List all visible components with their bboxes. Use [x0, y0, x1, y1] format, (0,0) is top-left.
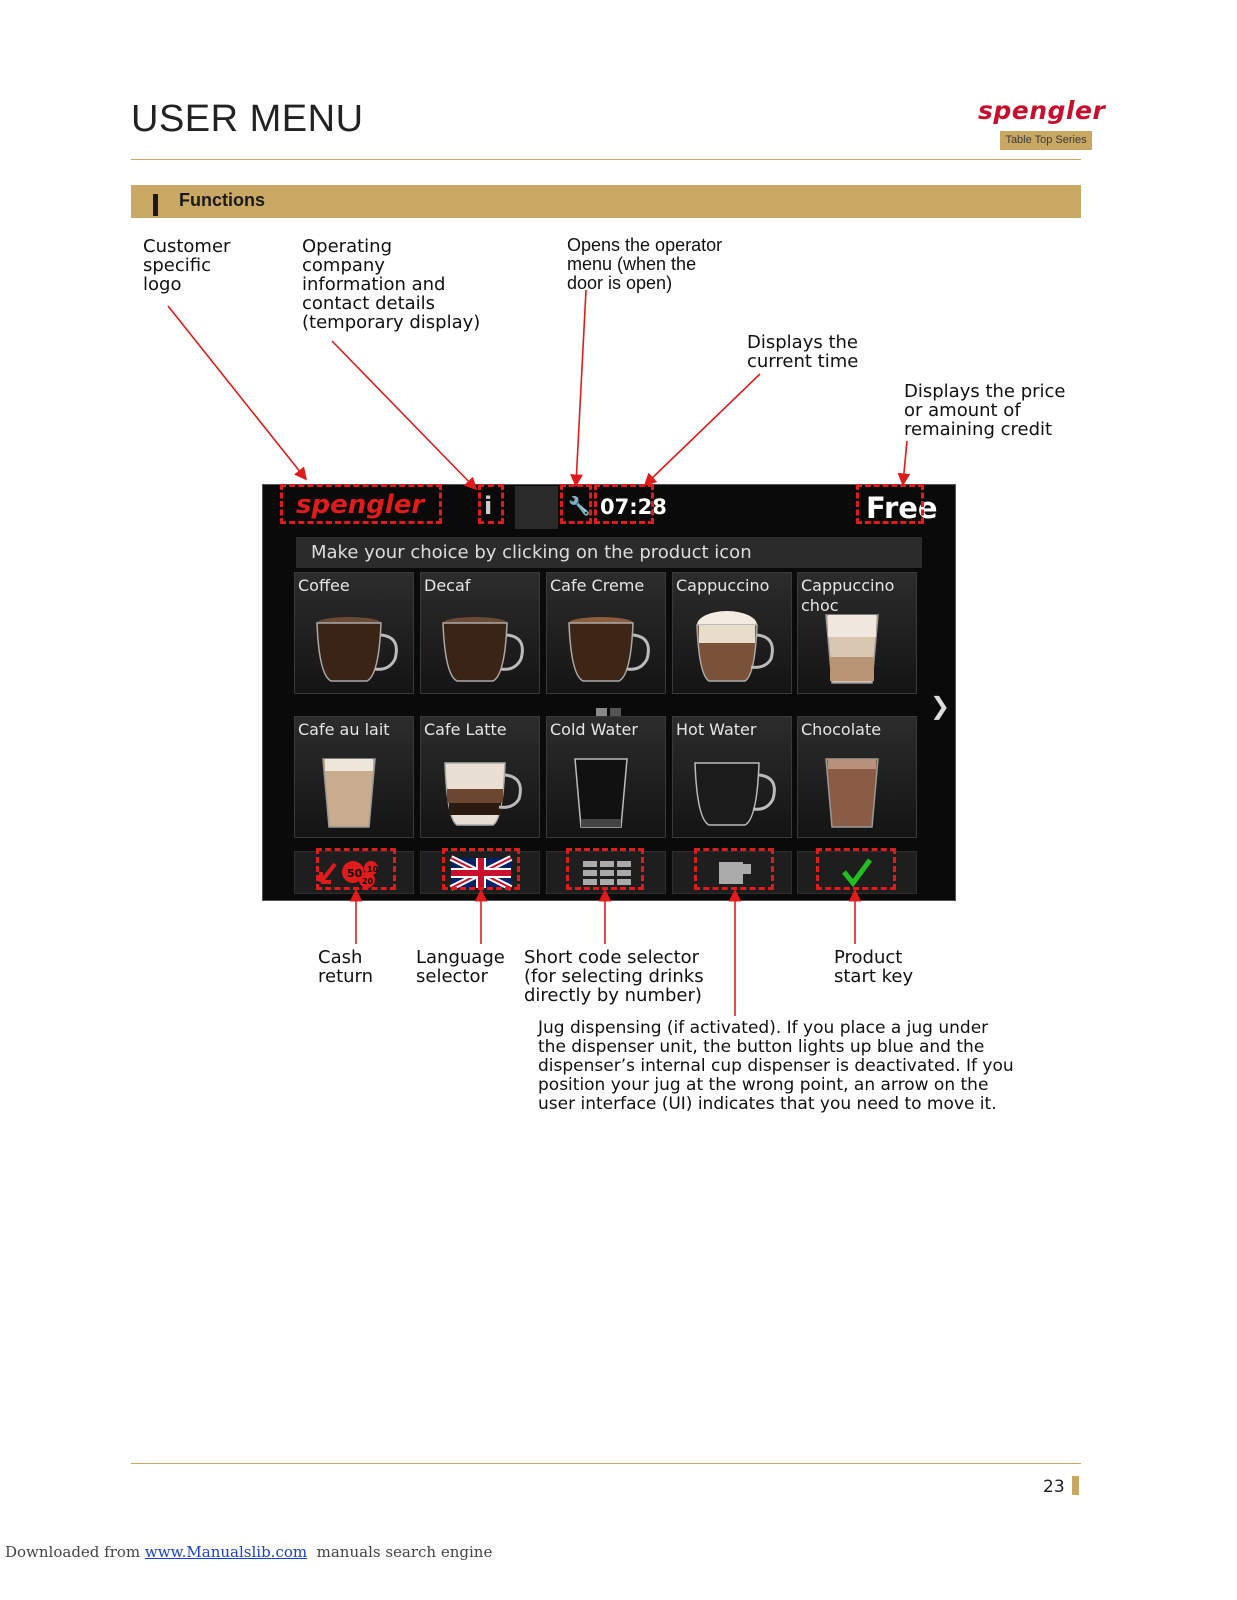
brand-logo: spengler [978, 96, 1106, 125]
coin-value: 20 [362, 877, 374, 886]
annotation-price: Displays the price or amount of remaining credit [904, 381, 1066, 440]
annotation-operator-menu: Opens the operator menu (when the door is open) [567, 235, 723, 293]
coin-value: 10 [367, 865, 379, 874]
screen-time: 07:28 [600, 495, 667, 519]
info-icon[interactable]: i [484, 492, 493, 520]
annotation-jug: Jug dispensing (if activated). If you place a jug under the dispenser unit, the button lights up blue and the dispenser’s internal cup dispenser is deactivated. If you position your jug at the wrong point, an arrow on the user interface (UI) indicates that you need to move it. [538, 1018, 1014, 1114]
arrow-logo [168, 306, 305, 478]
annotation-shortcode: Short code selector (for selecting drinks directly by number) [524, 947, 704, 1006]
product-label: Coffee [298, 576, 350, 595]
series-badge: Table Top Series [1000, 131, 1092, 150]
page-marker [1072, 1476, 1079, 1495]
annotation-start: Product start key [834, 947, 914, 987]
product-label: Cappuccino choc [801, 576, 895, 615]
arrow-info [332, 341, 475, 488]
chevron-right-icon[interactable]: ❯ [930, 692, 951, 720]
footer-rule [131, 1463, 1081, 1464]
download-suffix: manuals search engine [307, 1543, 493, 1561]
annotation-time: Displays the current time [747, 332, 859, 372]
download-prefix: Downloaded from [5, 1543, 145, 1561]
annotation-operating: Operating company information and contact details (temporary display) [302, 236, 481, 333]
product-label: Cafe au lait [298, 720, 390, 739]
product-label: Cappuccino [676, 576, 770, 595]
coin-value: 50 [347, 867, 363, 880]
download-note [5, 1543, 492, 1561]
manualslib-link[interactable]: www.Manualslib.com [144, 1543, 308, 1561]
product-label: Decaf [424, 576, 471, 595]
arrow-credit [903, 441, 907, 483]
product-label: Chocolate [801, 720, 882, 739]
prompt-bar: Make your choice by clicking on the product icon [296, 537, 922, 568]
product-label: Hot Water [676, 720, 757, 739]
wrench-icon[interactable]: 🔧 [568, 496, 591, 517]
screen-logo: spengler [296, 490, 425, 520]
product-label: Cafe Creme [550, 576, 645, 595]
section-title: Functions [179, 190, 265, 210]
product-label: Cold Water [550, 720, 638, 739]
arrow-wrench [576, 290, 586, 484]
annotation-language: Language selector [416, 947, 505, 987]
arrow-time [646, 374, 760, 484]
page-title: USER MENU [131, 98, 364, 140]
product-label: Cafe Latte [424, 720, 507, 739]
annotation-logo: Customer specific logo [143, 236, 231, 295]
annotation-cash: Cash return [318, 947, 374, 987]
page-number: 23 [1043, 1477, 1065, 1497]
credit-display: Free [866, 491, 938, 525]
